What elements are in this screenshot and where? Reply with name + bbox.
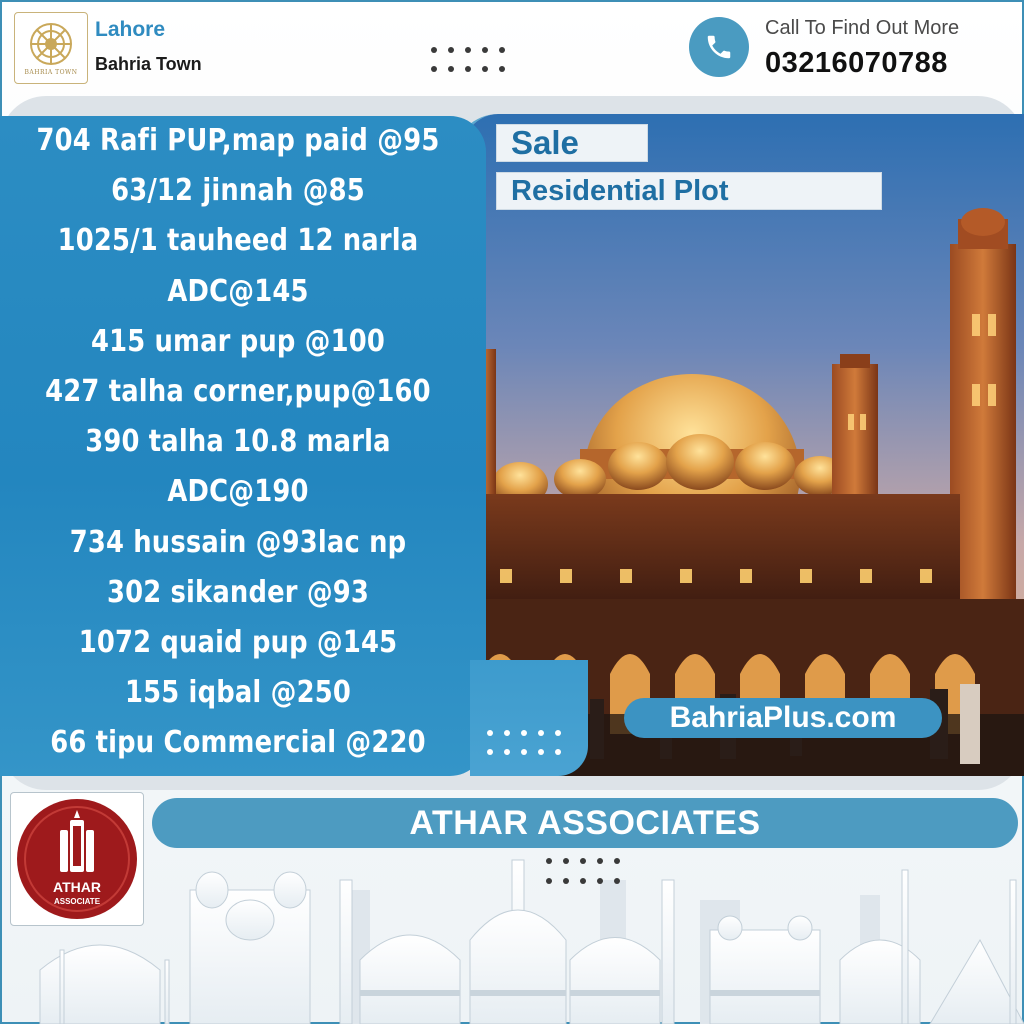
list-item: ADC@190	[167, 474, 309, 510]
agency-logo-main: ATHAR	[53, 879, 101, 895]
list-item: 66 tipu Commercial @220	[50, 725, 426, 761]
agency-emblem-icon	[14, 796, 140, 922]
purpose-tag: Sale	[496, 124, 648, 162]
plot-listings	[0, 118, 476, 770]
listings-panel-extension	[470, 660, 588, 776]
list-item: 415 umar pup @100	[90, 323, 386, 359]
logo-caption: BAHRIA TOWN	[24, 69, 78, 76]
list-item: 155 iqbal @250	[125, 675, 351, 711]
list-item: 427 talha corner,pup@160	[45, 373, 431, 409]
athar-associates-logo	[10, 792, 144, 926]
website-link[interactable]: BahriaPlus.com	[624, 698, 942, 738]
list-item: ADC@145	[167, 273, 309, 309]
call-label: Call To Find Out More	[765, 17, 960, 39]
phone-icon[interactable]	[689, 17, 749, 77]
decorative-dots	[546, 858, 620, 884]
list-item: 390 talha 10.8 marla	[85, 424, 391, 460]
agency-logo-sub: ASSOCIATE	[53, 897, 101, 906]
area-label: Bahria Town	[95, 54, 202, 74]
list-item: 734 hussain @93lac np	[69, 524, 407, 560]
list-item: 1072 quaid pup @145	[78, 624, 398, 660]
decorative-dots	[431, 47, 505, 72]
agency-name-banner: ATHAR ASSOCIATES	[152, 798, 1018, 848]
bahria-emblem-icon	[26, 20, 76, 68]
list-item: 63/12 jinnah @85	[111, 173, 365, 209]
phone-number[interactable]: 03216070788	[765, 47, 948, 79]
city-skyline-illustration	[0, 850, 1024, 1024]
decorative-dots	[487, 730, 561, 755]
list-item: 302 sikander @93	[106, 574, 370, 610]
list-item: 704 Rafi PUP,map paid @95	[36, 123, 440, 158]
property-type-tag: Residential Plot	[496, 172, 882, 210]
city-label: Lahore	[95, 18, 166, 41]
bahria-town-logo	[14, 12, 88, 84]
list-item: 1025/1 tauheed 12 narla	[57, 223, 419, 259]
